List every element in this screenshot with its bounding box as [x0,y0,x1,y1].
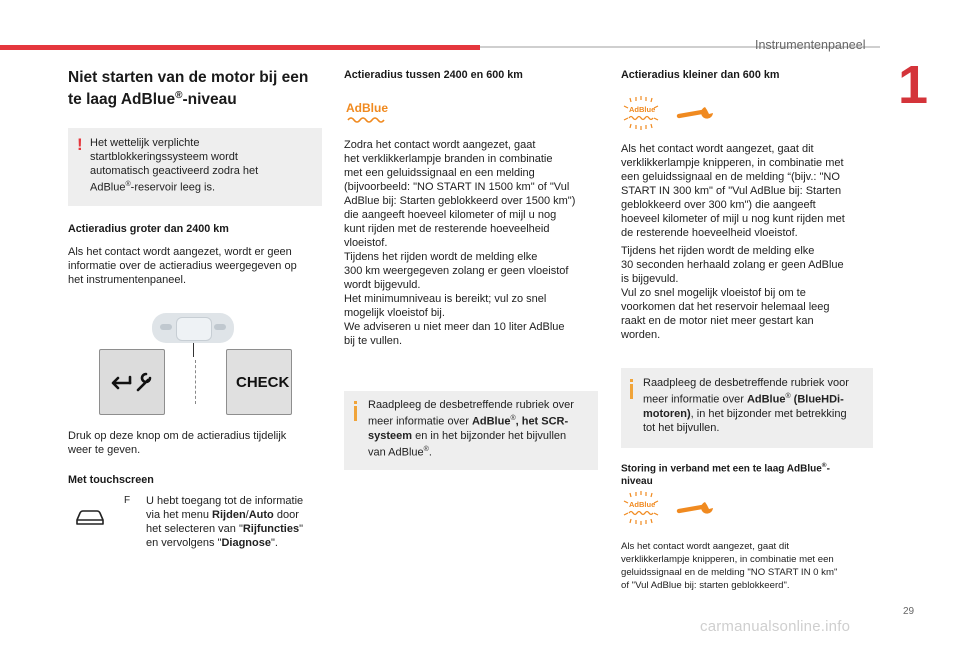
heading-range-between: Actieradius tussen 2400 en 600 km [344,69,523,81]
car-outline-icon [74,506,106,533]
adblue-fault-lamp-icon: AdBlue [620,491,662,530]
paragraph-press-button: Druk op deze knop om de actieradius tijdelijk weer te geven. [68,430,287,456]
paragraph-no-info: Als het contact wordt aangezet, wordt er geen informatie over de actieradius weergegeven op het instrumentenpaneel. [68,246,297,286]
info-icon [630,379,633,399]
heading-fault-low-level: Storing in verband met een te laag AdBlue®- niveau [621,462,830,488]
page-number: 29 [903,606,915,617]
adblue-warning-lamp-icon: AdBlue [620,96,662,135]
wrench-icon [676,104,716,129]
warning-exclamation-icon: ! [77,135,83,154]
section-title: Instrumentenpaneel [755,38,866,52]
heading-range-less: Actieradius kleiner dan 600 km [621,69,780,81]
adblue-icon: AdBlue [346,101,388,124]
info-icon [354,401,357,421]
warning-box: ! Het wettelijk verplichte startblokkeringssysteem wordt automatisch geactiveerd zodra het AdBlue®-reservoir leeg is. [68,128,322,206]
trip-computer-button[interactable] [99,349,165,415]
wrench-icon-fault [676,499,716,524]
page-title: Niet starten van de motor bij een te laag AdBlue®-niveau [68,69,309,109]
info-box-scr: Raadpleeg de desbetreffende rubriek over meer informatie over AdBlue®, het SCR- systeem en in het bijzonder het bijvullen van AdBlue®. [344,391,598,470]
touchscreen-instructions: U hebt toegang tot de informatie via het menu Rijden/Auto door het selecteren van "Rijfuncties" en vervolgens "Diagnose". [146,495,304,549]
fault-description: Als het contact wordt aangezet, gaat dit verklikkerlampje knipperen, in combinatie met een geluidssignaal en de melding "NO START IN 0 km" of "Vul AdBlue bij: starten geblokkeerd". [621,541,838,591]
trip-arrow-icon [100,350,164,414]
header-red-bar [0,45,480,50]
instrument-cluster-illustration [152,313,234,343]
heading-range-greater: Actieradius groter dan 2400 km [68,223,229,235]
heading-touchscreen: Met touchscreen [68,474,154,486]
watermark: carmanualsonline.info [700,618,851,635]
chapter-number: 1 [898,55,929,115]
check-button[interactable]: CHECK [226,349,292,415]
info-box-bluehdi: Raadpleeg de desbetreffende rubriek voor meer informatie over AdBlue® (BlueHDi- motoren), in het bijzonder met betrekking tot het bijvullen. [621,368,873,448]
divider-line [195,360,197,404]
bullet-marker: F [124,495,131,506]
between-description: Zodra het contact wordt aangezet, gaat het verklikkerlampje branden in combinatie met een geluidssignaal en een melding (bijvoorbeeld: "NO START IN 1500 km" of "Vul AdBlue bij: Starten geblokkeerd over 1500 km") die aangeeft hoeveel kilometer of mijl u nog kunt rijden met de resterende hoeveelheid vloeistof. Tijdens het rijden wordt de melding elke 300 km weergegeven zolang er geen vloeistof wordt bijgevuld. Het minimumniveau is bereikt; vul zo snel mogelijk vloeistof bij. We adviseren u niet meer dan 10 liter AdBlue bij te vullen. [344,139,576,347]
pointer-line [193,343,194,357]
less-description: Als het contact wordt aangezet, gaat dit verklikkerlampje knipperen, in combinatie met een geluidssignaal en de melding “(bijv.: "NO START IN 300 km" of "Vul AdBlue bij: Starten geblokkeerd over 300 km") die aangeeft hoeveel kilometer of mijl u nog kunt rijden met de resterende hoeveelheid vloeistof. Tijdens het rijden wordt de melding elke 30 seconden herhaald zolang er geen AdBlue is bijgevuld. Vul zo snel mogelijk vloeistof bij om te voorkomen dat het reservoir helemaal leeg raakt en de motor niet meer gestart kan worden. [621,143,845,341]
